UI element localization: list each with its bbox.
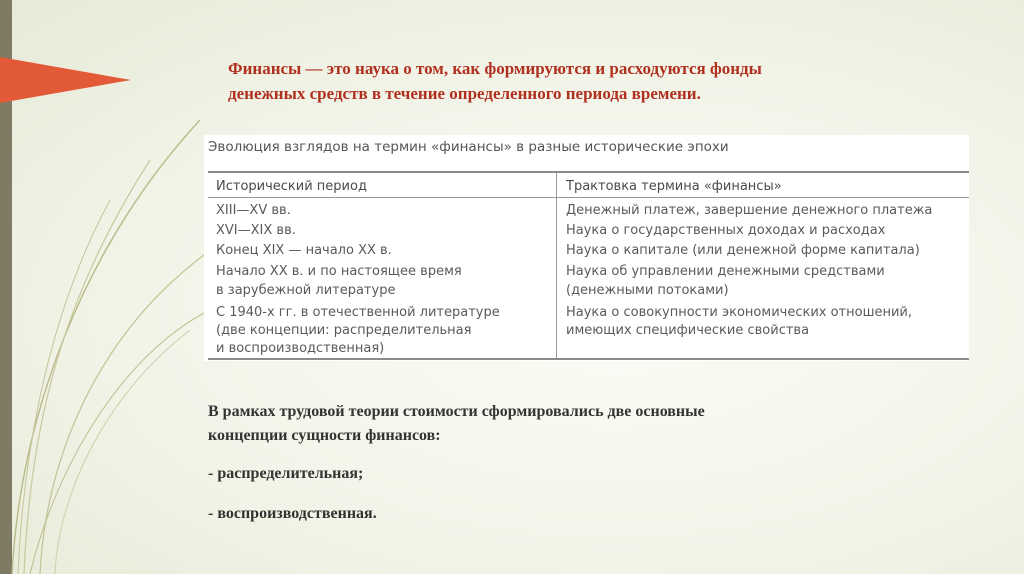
body-line-1: В рамках трудовой теории стоимости сформировались две основные (208, 403, 705, 420)
headline-line-1: Финансы — это наука о том, как формируются и расходуются фонды (228, 59, 762, 78)
list-item-distributive: - распределительная; (208, 465, 364, 482)
table-cell-period: Начало XX в. и по настоящее время (216, 264, 462, 279)
table-cell-period: (две концепции: распределительная (216, 323, 472, 338)
table-header-meaning: Трактовка термина «финансы» (566, 179, 782, 194)
table-cell-meaning: Наука о совокупности экономических отношений, (566, 305, 912, 320)
slide-arrow-marker (0, 57, 131, 103)
table-cell-meaning: (денежными потоками) (566, 283, 729, 298)
table-cell-meaning: Наука о капитале (или денежной форме капитала) (566, 243, 920, 258)
table-top-rule (208, 171, 969, 173)
headline-line-2: денежных средств в течение определенного периода времени. (228, 84, 701, 103)
table-cell-period: С 1940-х гг. в отечественной литературе (216, 305, 500, 320)
table-cell-meaning: Наука об управлении денежными средствами (566, 264, 885, 279)
table-cell-period: XIII—XV вв. (216, 203, 291, 218)
table-header-period: Исторический период (216, 179, 367, 194)
table-cell-meaning: Денежный платеж, завершение денежного платежа (566, 203, 933, 218)
list-item-reproductive: - воспроизводственная. (208, 505, 377, 522)
body-line-2: концепции сущности финансов: (208, 427, 441, 444)
evolution-table (204, 135, 969, 361)
table-cell-meaning: имеющих специфические свойства (566, 323, 810, 338)
headline (228, 56, 928, 106)
table-cell-period: в зарубежной литературе (216, 283, 396, 298)
table-header-rule (208, 197, 969, 198)
table-caption: Эволюция взглядов на термин «финансы» в разные исторические эпохи (208, 139, 729, 155)
table-cell-period: и воспроизводственная) (216, 341, 385, 356)
table-column-divider (556, 173, 557, 358)
body-text (208, 400, 928, 526)
table-cell-period: Конец XIX — начало XX в. (216, 243, 392, 258)
table-cell-meaning: Наука о государственных доходах и расходах (566, 223, 886, 238)
table-bottom-rule (208, 358, 969, 360)
table-cell-period: XVI—XIX вв. (216, 223, 296, 238)
